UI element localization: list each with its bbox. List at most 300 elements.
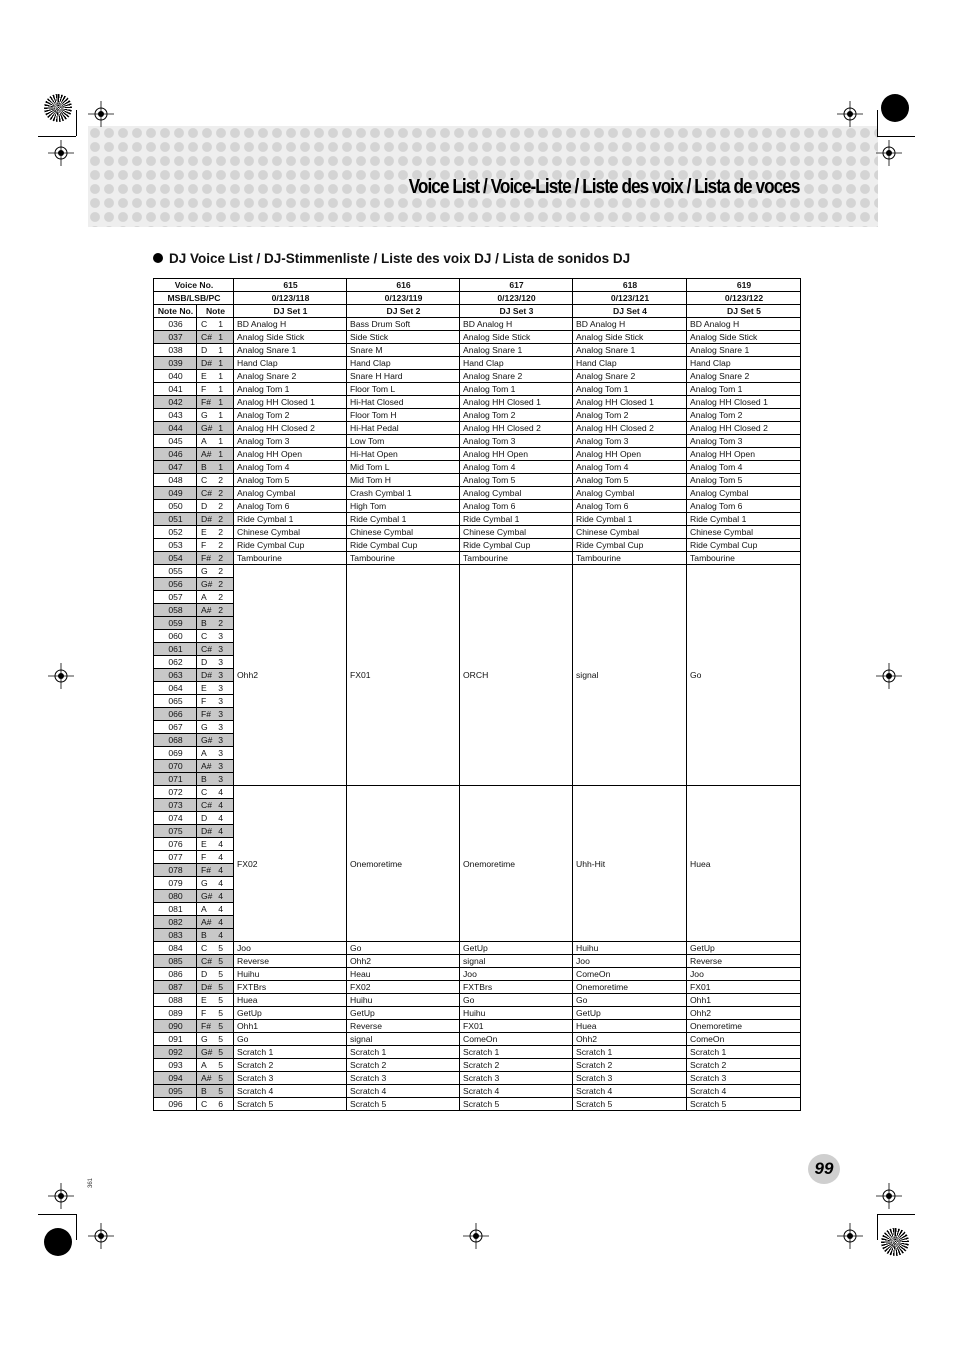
header-cell: DJ Set 4 bbox=[573, 305, 687, 318]
voice-cell: Tambourine bbox=[687, 552, 801, 565]
note-cell bbox=[197, 695, 234, 708]
voice-cell: Analog Tom 4 bbox=[234, 461, 347, 474]
note-name: D# bbox=[201, 358, 212, 368]
voice-cell: Analog Tom 6 bbox=[573, 500, 687, 513]
voice-cell: High Tom bbox=[347, 500, 460, 513]
voice-cell: GetUp bbox=[460, 942, 573, 955]
note-number-cell: 040 bbox=[154, 370, 197, 383]
voice-group-cell: ORCH bbox=[460, 565, 573, 786]
note-cell bbox=[197, 1085, 234, 1098]
table-row bbox=[154, 552, 801, 565]
header-cell: 0/123/119 bbox=[347, 292, 460, 305]
note-cell bbox=[197, 409, 234, 422]
note-name: G bbox=[201, 878, 208, 888]
note-number-cell: 039 bbox=[154, 357, 197, 370]
table-row bbox=[154, 565, 801, 578]
note-number-cell: 056 bbox=[154, 578, 197, 591]
note-name: A# bbox=[201, 917, 212, 927]
voice-cell: Go bbox=[573, 994, 687, 1007]
header-cell: DJ Set 3 bbox=[460, 305, 573, 318]
voice-group-cell: FX01 bbox=[347, 565, 460, 786]
voice-cell: Go bbox=[347, 942, 460, 955]
note-octave: 5 bbox=[218, 995, 223, 1005]
note-number-cell: 092 bbox=[154, 1046, 197, 1059]
note-name: G bbox=[201, 1034, 208, 1044]
voice-cell: FXTBrs bbox=[460, 981, 573, 994]
note-number-cell: 087 bbox=[154, 981, 197, 994]
voice-cell: Scratch 2 bbox=[347, 1059, 460, 1072]
table-row bbox=[154, 409, 801, 422]
note-number-cell: 071 bbox=[154, 773, 197, 786]
voice-cell: Ride Cymbal 1 bbox=[460, 513, 573, 526]
note-octave: 3 bbox=[218, 761, 223, 771]
note-name: B bbox=[201, 930, 207, 940]
note-cell bbox=[197, 552, 234, 565]
voice-cell: Ohh1 bbox=[687, 994, 801, 1007]
note-octave: 4 bbox=[218, 917, 223, 927]
voice-cell: Scratch 2 bbox=[234, 1059, 347, 1072]
voice-cell: Reverse bbox=[234, 955, 347, 968]
note-cell bbox=[197, 747, 234, 760]
voice-cell: Scratch 3 bbox=[573, 1072, 687, 1085]
header-cell: DJ Set 5 bbox=[687, 305, 801, 318]
note-octave: 4 bbox=[218, 800, 223, 810]
voice-cell: Scratch 5 bbox=[347, 1098, 460, 1111]
voice-cell: Analog Snare 2 bbox=[573, 370, 687, 383]
registration-mark-icon bbox=[876, 1183, 902, 1209]
note-number-cell: 053 bbox=[154, 539, 197, 552]
note-octave: 1 bbox=[218, 423, 223, 433]
voice-cell: Bass Drum Soft bbox=[347, 318, 460, 331]
voice-cell: Floor Tom L bbox=[347, 383, 460, 396]
note-cell bbox=[197, 422, 234, 435]
note-octave: 4 bbox=[218, 787, 223, 797]
note-cell bbox=[197, 721, 234, 734]
note-octave: 4 bbox=[218, 930, 223, 940]
note-name: D bbox=[201, 969, 208, 979]
note-cell bbox=[197, 474, 234, 487]
voice-cell: Ohh1 bbox=[234, 1020, 347, 1033]
voice-cell: Analog Tom 5 bbox=[687, 474, 801, 487]
voice-cell: GetUp bbox=[347, 1007, 460, 1020]
voice-cell: Analog Snare 1 bbox=[234, 344, 347, 357]
note-name: F bbox=[201, 384, 207, 394]
note-octave: 2 bbox=[218, 592, 223, 602]
voice-cell: Analog HH Closed 2 bbox=[687, 422, 801, 435]
note-octave: 3 bbox=[218, 696, 223, 706]
voice-cell: Analog HH Closed 1 bbox=[460, 396, 573, 409]
corner-sunburst-mark bbox=[44, 94, 72, 122]
note-octave: 5 bbox=[218, 1008, 223, 1018]
note-number-cell: 084 bbox=[154, 942, 197, 955]
voice-cell: Analog HH Open bbox=[460, 448, 573, 461]
voice-cell: Analog HH Closed 2 bbox=[573, 422, 687, 435]
note-octave: 4 bbox=[218, 891, 223, 901]
note-name: C# bbox=[201, 800, 212, 810]
header-row bbox=[154, 305, 801, 318]
voice-cell: Hand Clap bbox=[687, 357, 801, 370]
voice-cell: Analog Cymbal bbox=[460, 487, 573, 500]
header-cell: 618 bbox=[573, 279, 687, 292]
voice-cell: Analog Snare 2 bbox=[687, 370, 801, 383]
voice-cell: Analog HH Closed 1 bbox=[234, 396, 347, 409]
note-name: F bbox=[201, 540, 207, 550]
voice-cell: Analog Tom 2 bbox=[460, 409, 573, 422]
voice-cell: Hand Clap bbox=[234, 357, 347, 370]
note-cell bbox=[197, 448, 234, 461]
table-row bbox=[154, 1059, 801, 1072]
note-number-cell: 044 bbox=[154, 422, 197, 435]
note-cell bbox=[197, 630, 234, 643]
voice-cell: Ohh2 bbox=[573, 1033, 687, 1046]
table-row bbox=[154, 1046, 801, 1059]
note-cell bbox=[197, 929, 234, 942]
voice-cell: BD Analog H bbox=[234, 318, 347, 331]
registration-mark-icon bbox=[48, 663, 74, 689]
crop-line bbox=[877, 1214, 915, 1215]
voice-cell: GetUp bbox=[573, 1007, 687, 1020]
note-number-cell: 091 bbox=[154, 1033, 197, 1046]
voice-cell: Analog HH Closed 1 bbox=[687, 396, 801, 409]
registration-mark-icon bbox=[48, 1183, 74, 1209]
note-number-cell: 079 bbox=[154, 877, 197, 890]
voice-cell: Analog Snare 2 bbox=[460, 370, 573, 383]
note-number-cell: 064 bbox=[154, 682, 197, 695]
note-name: G# bbox=[201, 735, 213, 745]
header-cell: 0/123/121 bbox=[573, 292, 687, 305]
note-octave: 5 bbox=[218, 1060, 223, 1070]
voice-group-cell: FX02 bbox=[234, 786, 347, 942]
note-number-cell: 089 bbox=[154, 1007, 197, 1020]
note-number-cell: 083 bbox=[154, 929, 197, 942]
note-number-cell: 093 bbox=[154, 1059, 197, 1072]
note-number-cell: 052 bbox=[154, 526, 197, 539]
note-name: G# bbox=[201, 579, 213, 589]
note-name: C bbox=[201, 319, 208, 329]
note-cell bbox=[197, 1072, 234, 1085]
voice-cell: BD Analog H bbox=[573, 318, 687, 331]
note-octave: 4 bbox=[218, 852, 223, 862]
voice-cell: Analog Snare 1 bbox=[573, 344, 687, 357]
voice-cell: Scratch 2 bbox=[573, 1059, 687, 1072]
note-cell bbox=[197, 734, 234, 747]
voice-cell: Scratch 3 bbox=[347, 1072, 460, 1085]
voice-cell: Scratch 1 bbox=[347, 1046, 460, 1059]
note-cell bbox=[197, 669, 234, 682]
table-row bbox=[154, 487, 801, 500]
voice-cell: Ride Cymbal 1 bbox=[573, 513, 687, 526]
note-number-cell: 096 bbox=[154, 1098, 197, 1111]
table-row bbox=[154, 422, 801, 435]
voice-cell: Ride Cymbal Cup bbox=[347, 539, 460, 552]
note-number-cell: 073 bbox=[154, 799, 197, 812]
note-number-cell: 060 bbox=[154, 630, 197, 643]
note-octave: 1 bbox=[218, 410, 223, 420]
note-cell bbox=[197, 565, 234, 578]
voice-group-cell: Uhh-Hit bbox=[573, 786, 687, 942]
note-number-cell: 058 bbox=[154, 604, 197, 617]
note-cell bbox=[197, 1059, 234, 1072]
note-number-cell: 047 bbox=[154, 461, 197, 474]
note-number-cell: 054 bbox=[154, 552, 197, 565]
crop-line bbox=[76, 1214, 77, 1240]
note-cell bbox=[197, 1046, 234, 1059]
note-number-cell: 080 bbox=[154, 890, 197, 903]
voice-cell: Floor Tom H bbox=[347, 409, 460, 422]
table-row bbox=[154, 786, 801, 799]
table-row bbox=[154, 955, 801, 968]
voice-cell: signal bbox=[347, 1033, 460, 1046]
note-cell bbox=[197, 903, 234, 916]
table-row bbox=[154, 318, 801, 331]
voice-cell: Analog Tom 6 bbox=[687, 500, 801, 513]
note-octave: 3 bbox=[218, 670, 223, 680]
voice-cell: Huea bbox=[234, 994, 347, 1007]
voice-cell: Analog Side Stick bbox=[234, 331, 347, 344]
voice-cell: ComeOn bbox=[460, 1033, 573, 1046]
note-octave: 1 bbox=[218, 332, 223, 342]
header-cell: 617 bbox=[460, 279, 573, 292]
note-octave: 5 bbox=[218, 1021, 223, 1031]
note-name: F# bbox=[201, 709, 212, 719]
voice-cell: Scratch 5 bbox=[234, 1098, 347, 1111]
voice-cell: Ride Cymbal 1 bbox=[687, 513, 801, 526]
note-number-cell: 050 bbox=[154, 500, 197, 513]
voice-cell: Analog Tom 3 bbox=[573, 435, 687, 448]
header-cell: Note bbox=[197, 305, 234, 318]
note-number-cell: 036 bbox=[154, 318, 197, 331]
note-number-cell: 057 bbox=[154, 591, 197, 604]
note-cell bbox=[197, 344, 234, 357]
header-cell: 616 bbox=[347, 279, 460, 292]
voice-cell: Ride Cymbal 1 bbox=[347, 513, 460, 526]
registration-mark-icon bbox=[463, 1223, 489, 1249]
note-cell bbox=[197, 916, 234, 929]
note-name: C# bbox=[201, 488, 212, 498]
table-row bbox=[154, 1098, 801, 1111]
note-number-cell: 049 bbox=[154, 487, 197, 500]
table-row bbox=[154, 474, 801, 487]
voice-cell: Analog Snare 1 bbox=[460, 344, 573, 357]
voice-cell: Scratch 5 bbox=[573, 1098, 687, 1111]
voice-cell: Analog HH Open bbox=[234, 448, 347, 461]
voice-cell: Analog Snare 2 bbox=[234, 370, 347, 383]
voice-cell: Analog Tom 1 bbox=[573, 383, 687, 396]
voice-cell: Analog Snare 1 bbox=[687, 344, 801, 357]
note-name: E bbox=[201, 683, 207, 693]
voice-group-cell: Onemoretime bbox=[460, 786, 573, 942]
note-octave: 4 bbox=[218, 826, 223, 836]
note-cell bbox=[197, 955, 234, 968]
note-name: G# bbox=[201, 1047, 213, 1057]
voice-cell: GetUp bbox=[234, 1007, 347, 1020]
note-name: A bbox=[201, 1060, 207, 1070]
section-title-text: DJ Voice List / DJ-Stimmenliste / Liste des voix DJ / Lista de sonidos DJ bbox=[169, 251, 631, 266]
note-number-cell: 062 bbox=[154, 656, 197, 669]
voice-cell: Analog Side Stick bbox=[687, 331, 801, 344]
note-octave: 3 bbox=[218, 683, 223, 693]
note-number-cell: 045 bbox=[154, 435, 197, 448]
note-octave: 5 bbox=[218, 969, 223, 979]
table-row bbox=[154, 981, 801, 994]
table-row bbox=[154, 1020, 801, 1033]
voice-cell: Heau bbox=[347, 968, 460, 981]
side-code: 361 bbox=[88, 1177, 95, 1189]
note-name: A bbox=[201, 904, 207, 914]
voice-cell: Reverse bbox=[687, 955, 801, 968]
note-cell bbox=[197, 656, 234, 669]
note-number-cell: 076 bbox=[154, 838, 197, 851]
voice-cell: Analog Cymbal bbox=[687, 487, 801, 500]
table-row bbox=[154, 1085, 801, 1098]
voice-cell: Analog Tom 3 bbox=[460, 435, 573, 448]
table-row bbox=[154, 500, 801, 513]
page-title: Voice List / Voice-Liste / Liste des voix / Lista de voces bbox=[409, 176, 800, 198]
note-octave: 1 bbox=[218, 345, 223, 355]
section-title bbox=[153, 251, 630, 266]
note-octave: 1 bbox=[218, 319, 223, 329]
header-cell: 0/123/120 bbox=[460, 292, 573, 305]
note-name: C bbox=[201, 1099, 208, 1109]
header-cell: MSB/LSB/PC bbox=[154, 292, 234, 305]
voice-cell: Ride Cymbal Cup bbox=[573, 539, 687, 552]
voice-cell: Hi-Hat Pedal bbox=[347, 422, 460, 435]
header-cell: DJ Set 2 bbox=[347, 305, 460, 318]
voice-cell: Analog HH Closed 2 bbox=[460, 422, 573, 435]
note-cell bbox=[197, 760, 234, 773]
note-name: C bbox=[201, 475, 208, 485]
note-cell bbox=[197, 500, 234, 513]
voice-group-cell: signal bbox=[573, 565, 687, 786]
note-number-cell: 038 bbox=[154, 344, 197, 357]
note-cell bbox=[197, 435, 234, 448]
note-octave: 6 bbox=[218, 1099, 223, 1109]
table-row bbox=[154, 344, 801, 357]
header-cell: DJ Set 1 bbox=[234, 305, 347, 318]
note-cell bbox=[197, 773, 234, 786]
table-row bbox=[154, 331, 801, 344]
note-octave: 3 bbox=[218, 631, 223, 641]
voice-cell: Reverse bbox=[347, 1020, 460, 1033]
note-number-cell: 086 bbox=[154, 968, 197, 981]
note-number-cell: 048 bbox=[154, 474, 197, 487]
note-octave: 4 bbox=[218, 904, 223, 914]
voice-cell: Analog Cymbal bbox=[234, 487, 347, 500]
voice-cell: Analog HH Closed 2 bbox=[234, 422, 347, 435]
voice-cell: Crash Cymbal 1 bbox=[347, 487, 460, 500]
note-octave: 1 bbox=[218, 449, 223, 459]
voice-cell: Go bbox=[234, 1033, 347, 1046]
voice-cell: Onemoretime bbox=[573, 981, 687, 994]
header-cell: Note No. bbox=[154, 305, 197, 318]
voice-cell: Analog Tom 3 bbox=[234, 435, 347, 448]
voice-cell: Snare M bbox=[347, 344, 460, 357]
table-row bbox=[154, 396, 801, 409]
note-octave: 4 bbox=[218, 878, 223, 888]
crop-line bbox=[877, 110, 878, 136]
voice-cell: Analog Tom 2 bbox=[234, 409, 347, 422]
note-number-cell: 082 bbox=[154, 916, 197, 929]
note-name: B bbox=[201, 462, 207, 472]
table-row bbox=[154, 942, 801, 955]
registration-mark-icon bbox=[837, 101, 863, 127]
voice-cell: Hi-Hat Open bbox=[347, 448, 460, 461]
header-cell: Voice No. bbox=[154, 279, 234, 292]
note-name: E bbox=[201, 371, 207, 381]
voice-cell: Ride Cymbal 1 bbox=[234, 513, 347, 526]
voice-cell: Huihu bbox=[573, 942, 687, 955]
note-name: F# bbox=[201, 1021, 212, 1031]
note-number-cell: 072 bbox=[154, 786, 197, 799]
note-cell bbox=[197, 331, 234, 344]
note-cell bbox=[197, 643, 234, 656]
note-name: A# bbox=[201, 761, 212, 771]
voice-group-cell: Ohh2 bbox=[234, 565, 347, 786]
note-cell bbox=[197, 357, 234, 370]
voice-cell: signal bbox=[460, 955, 573, 968]
voice-cell: ComeOn bbox=[687, 1033, 801, 1046]
voice-cell: FXTBrs bbox=[234, 981, 347, 994]
voice-cell: Huihu bbox=[234, 968, 347, 981]
voice-cell: FX02 bbox=[347, 981, 460, 994]
note-name: E bbox=[201, 527, 207, 537]
note-octave: 5 bbox=[218, 943, 223, 953]
voice-cell: Scratch 2 bbox=[687, 1059, 801, 1072]
voice-cell: Ohh2 bbox=[687, 1007, 801, 1020]
voice-cell: FX01 bbox=[460, 1020, 573, 1033]
table-row bbox=[154, 448, 801, 461]
note-cell bbox=[197, 708, 234, 721]
voice-group-cell: Onemoretime bbox=[347, 786, 460, 942]
table-row bbox=[154, 994, 801, 1007]
note-name: C bbox=[201, 787, 208, 797]
note-octave: 1 bbox=[218, 384, 223, 394]
note-octave: 1 bbox=[218, 397, 223, 407]
voice-cell: Scratch 3 bbox=[460, 1072, 573, 1085]
note-octave: 2 bbox=[218, 488, 223, 498]
voice-cell: Scratch 1 bbox=[460, 1046, 573, 1059]
voice-cell: Tambourine bbox=[234, 552, 347, 565]
voice-cell: Hi-Hat Closed bbox=[347, 396, 460, 409]
voice-cell: Analog Tom 1 bbox=[460, 383, 573, 396]
note-cell bbox=[197, 838, 234, 851]
page-number: 99 bbox=[808, 1154, 840, 1184]
note-name: G# bbox=[201, 423, 213, 433]
note-octave: 3 bbox=[218, 722, 223, 732]
bullet-icon bbox=[153, 253, 163, 263]
voice-cell: Chinese Cymbal bbox=[347, 526, 460, 539]
voice-cell: FX01 bbox=[687, 981, 801, 994]
note-name: D# bbox=[201, 826, 212, 836]
note-number-cell: 051 bbox=[154, 513, 197, 526]
table-row bbox=[154, 1007, 801, 1020]
note-name: C# bbox=[201, 956, 212, 966]
voice-cell: Scratch 4 bbox=[687, 1085, 801, 1098]
note-octave: 3 bbox=[218, 774, 223, 784]
note-name: F bbox=[201, 1008, 207, 1018]
header-cell: 0/123/122 bbox=[687, 292, 801, 305]
note-name: A bbox=[201, 436, 207, 446]
note-name: G# bbox=[201, 891, 213, 901]
note-cell bbox=[197, 851, 234, 864]
table-row bbox=[154, 968, 801, 981]
voice-cell: Tambourine bbox=[573, 552, 687, 565]
voice-cell: Analog HH Open bbox=[573, 448, 687, 461]
voice-cell: Snare H Hard bbox=[347, 370, 460, 383]
note-octave: 3 bbox=[218, 748, 223, 758]
voice-cell: Tambourine bbox=[460, 552, 573, 565]
table-row bbox=[154, 1033, 801, 1046]
